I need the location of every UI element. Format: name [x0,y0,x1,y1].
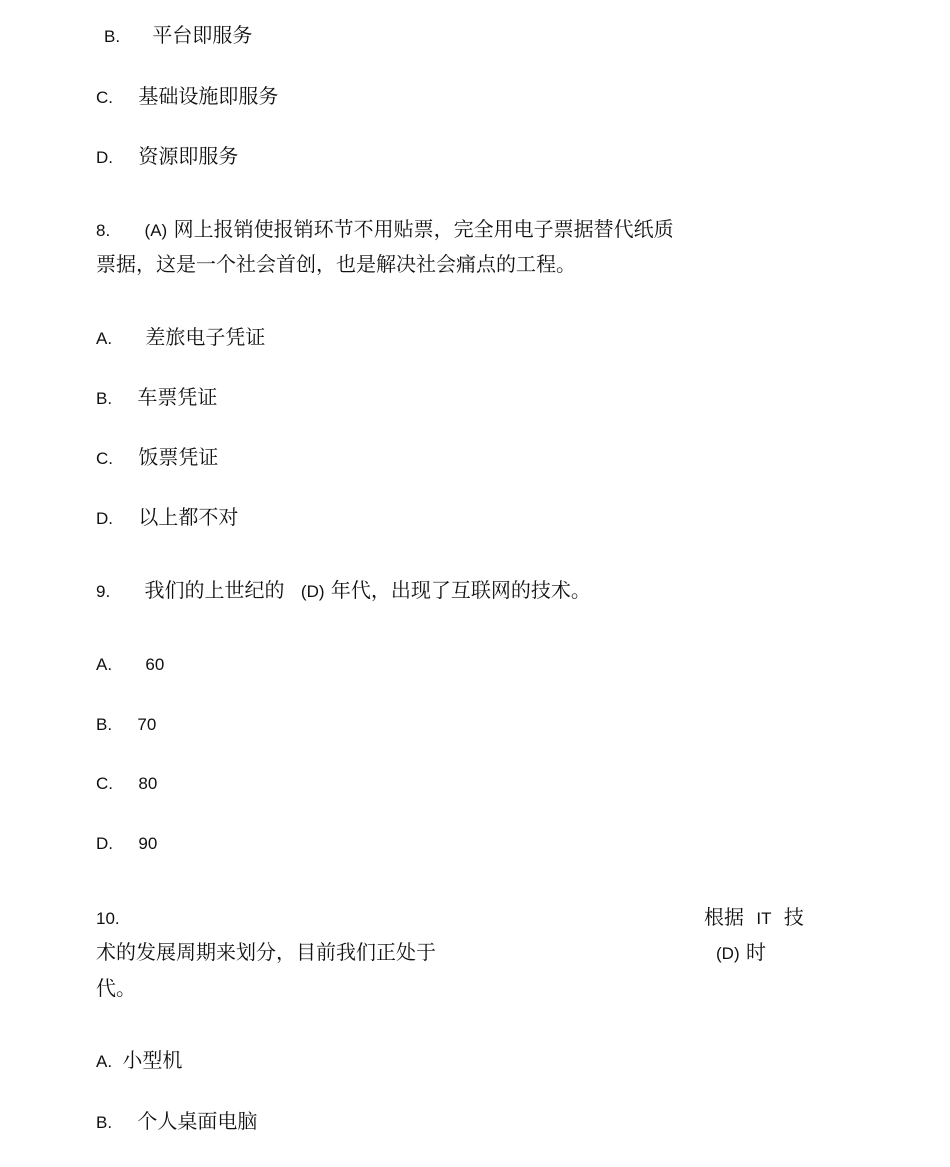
option-text: 差旅电子凭证 [145,325,266,349]
q9-stem [96,578,591,604]
q8-option-c [96,445,218,471]
option-label: B. [96,1113,113,1132]
option-text: 小型机 [122,1048,183,1072]
option-label: B. [104,27,121,46]
option-label: B. [96,389,113,408]
option-text: 60 [145,655,165,674]
q8-stem-line2 [96,252,576,276]
question-text: 网上报销使报销环节不用贴票，完全用电子票据替代纸质 [173,217,674,241]
question-number: 9. [96,582,111,601]
q8-stem-line1 [96,217,674,243]
q10-stem-line2 [96,940,436,964]
q8-option-b [96,385,217,411]
option-label: C. [96,88,113,107]
question-text: 时 [745,940,766,964]
q7-option-c [96,84,278,110]
option-text: 车票凭证 [137,385,218,409]
question-text: 技 [783,905,804,929]
option-label: D. [96,509,113,528]
q8-option-a [96,325,265,351]
option-label: C. [96,449,113,468]
q9-option-c [96,770,157,796]
question-number: 8. [96,221,111,240]
option-text: 70 [137,715,157,734]
option-text: 平台即服务 [152,23,253,47]
q10-number [96,905,120,931]
option-text: 以上都不对 [138,505,239,529]
option-text: 90 [138,834,158,853]
q10-stem-line3 [96,976,136,1000]
q8-option-d [96,505,238,531]
q10-option-a [96,1048,182,1074]
option-label: D. [96,148,113,167]
q10-stem-line2-right [716,940,766,966]
question-text: 年代，出现了互联网的技术。 [330,578,591,602]
question-text: 我们的上世纪的 [144,578,285,602]
option-text: 资源即服务 [138,144,239,168]
question-text: 代。 [96,976,136,1000]
option-text: 个人桌面电脑 [137,1109,258,1133]
question-text: IT [756,909,772,928]
q9-option-b [96,711,156,737]
option-label: A. [96,655,113,674]
option-label: D. [96,834,113,853]
answer-marker: (D) [300,582,325,601]
option-text: 基础设施即服务 [138,84,279,108]
option-label: C. [96,774,113,793]
option-text: 80 [138,774,158,793]
option-label: A. [96,1052,113,1071]
answer-marker: (A) [144,221,168,240]
question-text: 根据 [704,905,744,929]
q7-option-d [96,144,238,170]
question-text: 票据，这是一个社会首创，也是解决社会痛点的工程。 [96,252,576,276]
q9-option-a [96,651,164,677]
q9-option-d [96,830,157,856]
q10-option-b [96,1109,257,1135]
q10-stem-line1-right [704,905,804,931]
question-number: 10. [96,909,120,928]
option-text: 饭票凭证 [138,445,219,469]
answer-marker: (D) [716,944,740,963]
q7-option-b [104,23,252,49]
option-label: A. [96,329,113,348]
question-text: 术的发展周期来划分，目前我们正处于 [96,940,436,964]
option-label: B. [96,715,113,734]
